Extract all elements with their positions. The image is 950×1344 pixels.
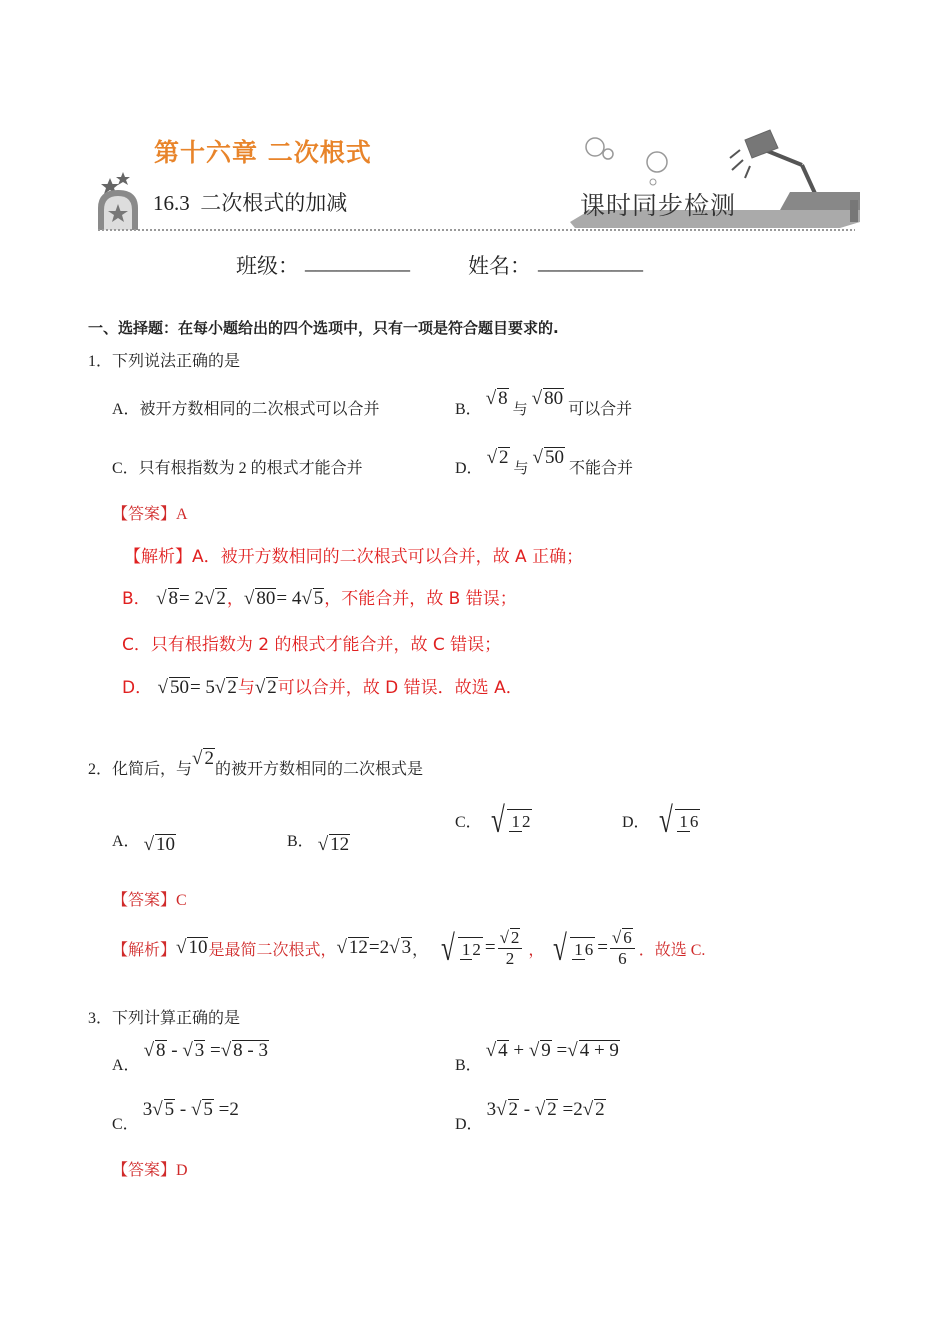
q3-option-b: B． √ 4 + √ 9 =√ 4 + 9 [455, 1040, 619, 1074]
q2-option-d: D． √ 1 6 [622, 800, 699, 840]
q1-stem: 1．下列说法正确的是 [88, 353, 241, 370]
q2-explanation: 【解析】 √ 10 是最简二次根式， √ 12=2√ 3 ， √ 1 2 = $\frac{√ 2}{2}$ ， √ 1 6 = $\frac{√ 6}{6}$ ．故选 C. [112, 927, 706, 968]
q2-option-a: A． √ 10 [112, 833, 175, 855]
q1-answer: 【答案】A [112, 506, 188, 523]
q1-explanation-4: D． √ 50= 5√ 2与√ 2可以合并，故 D 错误．故选 A． [122, 677, 523, 698]
name-label: 姓名： [468, 254, 531, 278]
banner-title: 课时同步检测 [580, 193, 737, 220]
q2-option-b: B． √ 12 [287, 833, 350, 855]
q2-stem: 2．化简后，与√ 2的被开方数相同的二次根式是 [88, 748, 423, 778]
q1-explanation-3: C．只有根指数为 2 的根式才能合并，故 C 错误； [122, 635, 502, 655]
q2-answer: 【答案】C [112, 892, 187, 909]
q3-stem: 3．下列计算正确的是 [88, 1010, 241, 1027]
q1-option-d: D． √ 2 与 √ 50 不能合并 [455, 447, 633, 477]
part-title: 一、选择题：在每小题给出的四个选项中，只有一项是符合题目要求的. [88, 319, 559, 337]
q3-option-a: A． √ 8 - √ 3 =√ 8 - 3 [112, 1040, 268, 1074]
q3-option-d: D． 3√ 2 - √ 2 =2√ 2 [455, 1099, 605, 1133]
star-icon [116, 172, 130, 185]
q3-answer: 【答案】D [112, 1162, 188, 1179]
lamp-icon [730, 130, 818, 200]
q1-option-c: C．只有根指数为 2 的根式才能合并 [112, 460, 363, 477]
class-label: 班级： [236, 254, 299, 278]
class-blank: __________ [305, 250, 410, 274]
name-blank: __________ [538, 250, 643, 274]
section-title: 16.3 二次根式的加减 [153, 191, 348, 215]
q1-option-a: A．被开方数相同的二次根式可以合并 [112, 401, 380, 418]
chapter-title: 第十六章 二次根式 [154, 138, 372, 167]
q1-explanation-2: B． √ 8= 2√ 2，√ 80= 4√ 5，不能合并，故 B 错误； [122, 588, 517, 609]
q1-option-b: B． √ 8 与 √ 80 可以合并 [455, 388, 633, 418]
q3-option-c: C． 3√ 5 - √ 5 =2 [112, 1099, 239, 1133]
q2-option-c: C． √ 1 2 [455, 800, 531, 840]
q1-explanation-1: 【解析】A．被开方数相同的二次根式可以合并，故 A 正确； [124, 547, 584, 567]
